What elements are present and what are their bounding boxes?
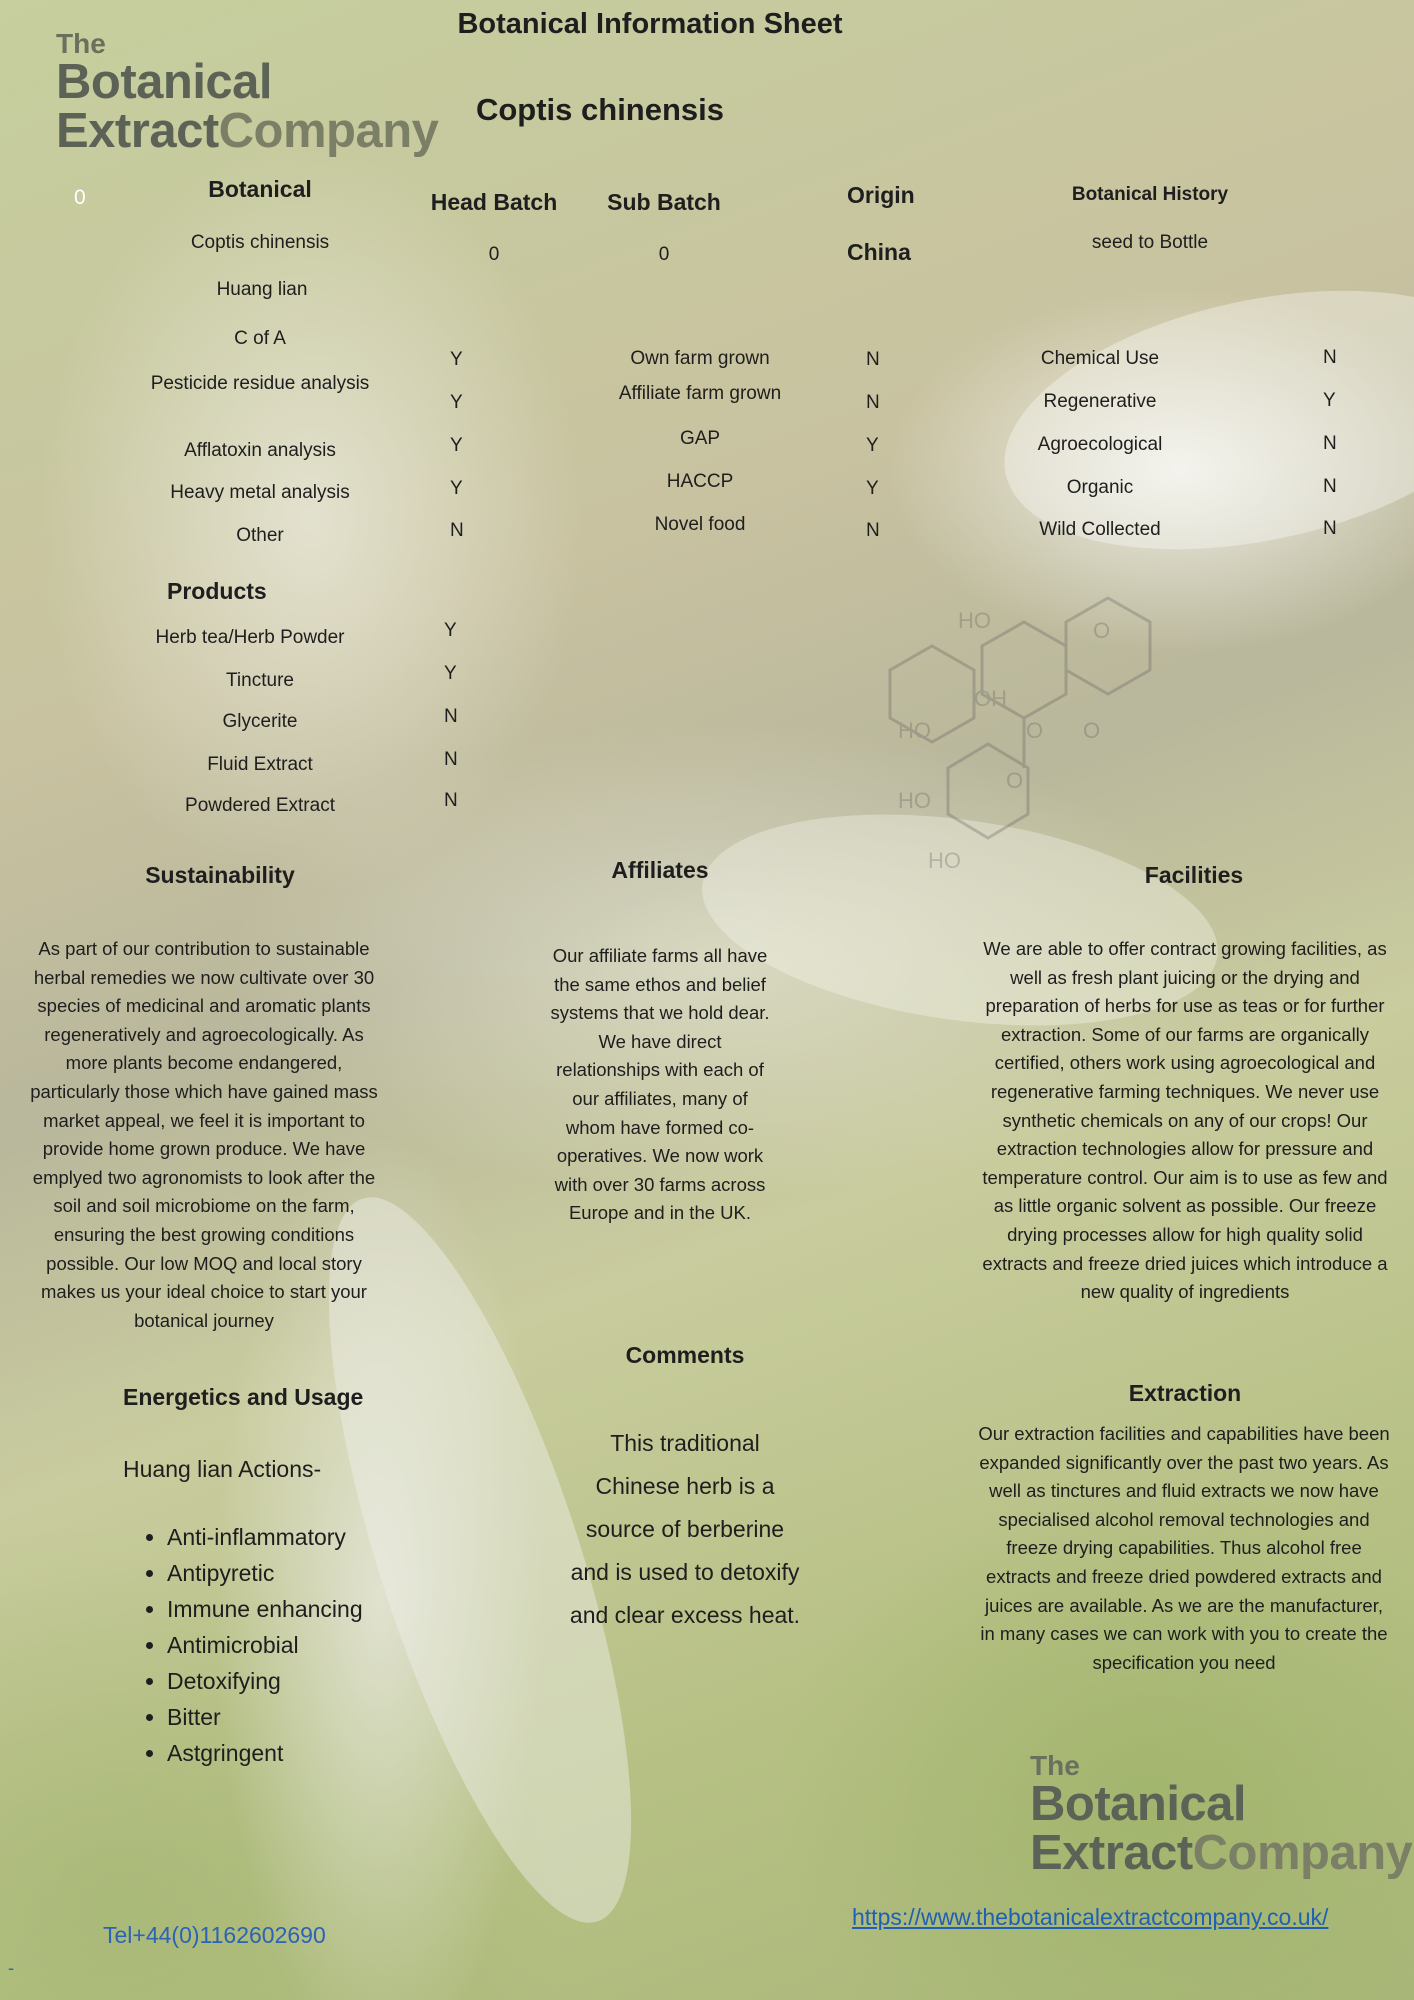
extraction-line: extracts and freeze dried powdered extracts and: [986, 1565, 1382, 1587]
analysis-value: Y: [450, 478, 463, 499]
practice-label: Regenerative: [1043, 391, 1157, 412]
logo-the: The: [1030, 1750, 1080, 1781]
sourcing-value: Y: [866, 478, 879, 499]
product-value: N: [444, 706, 458, 727]
facilities-line: as little organic solvent as possible. Our freeze: [993, 1195, 1377, 1217]
logo-company: Company: [218, 104, 439, 158]
facilities-line: temperature control. Our aim is to use as few and: [982, 1166, 1388, 1188]
facilities-heading: Facilities: [1144, 862, 1244, 888]
comments-line: Chinese herb is a: [595, 1473, 775, 1499]
telephone-number: Tel+44(0)1162602690: [103, 1922, 326, 1948]
facilities-line: We are able to offer contract growing facilities, as: [983, 938, 1387, 959]
logo-company: Company: [1192, 1826, 1413, 1880]
sustainability-line: makes us your ideal choice to start your: [41, 1281, 367, 1303]
sourcing-label: GAP: [679, 428, 721, 449]
affiliates-line: Europe and in the UK.: [568, 1202, 752, 1224]
facilities-line: extracts and freeze dried juices which introduce a: [982, 1252, 1388, 1274]
product-value: Y: [444, 663, 457, 684]
common-name: Huang lian: [216, 279, 308, 300]
sourcing-value: N: [866, 520, 880, 541]
product-label: Herb tea/Herb Powder: [155, 627, 345, 648]
origin-header: Origin: [847, 182, 915, 208]
sourcing-value: N: [866, 392, 880, 413]
sub-batch-header: Sub Batch: [607, 189, 721, 215]
molecule-label: O: [1006, 768, 1024, 793]
sustainability-line: particularly those which have gained mass: [30, 1080, 378, 1102]
molecule-label: HO: [898, 788, 931, 813]
practice-value: N: [1323, 433, 1337, 454]
affiliates-line: operatives. We now work: [556, 1145, 764, 1167]
extraction-line: well as tinctures and fluid extracts we now have: [989, 1480, 1379, 1502]
head-batch-header: Head Batch: [430, 189, 558, 215]
molecule-label: O: [1083, 718, 1101, 743]
affiliates-line: our affiliates, many of: [572, 1087, 748, 1109]
sub-batch-value: 0: [658, 244, 670, 265]
affiliates-text: [540, 942, 780, 1228]
affiliates-line: relationships with each of: [556, 1059, 764, 1081]
sourcing-value: Y: [866, 435, 879, 456]
facilities-line: drying processes allow for high quality solid: [1007, 1223, 1363, 1245]
products-heading: Products: [167, 578, 267, 604]
botanical-name: Coptis chinensis: [190, 232, 330, 253]
affiliates-line: the same ethos and belief: [554, 973, 766, 995]
energetics-intro: Huang lian Actions-: [123, 1456, 322, 1482]
sustainability-line: As part of our contribution to sustainable: [38, 938, 370, 959]
history-value: seed to Bottle: [1091, 232, 1209, 253]
logo-extract: Extract: [56, 104, 219, 158]
product-label: Fluid Extract: [207, 754, 313, 775]
affiliates-line: systems that we hold dear.: [550, 1002, 770, 1024]
action-item: • Antimicrobial: [167, 1627, 487, 1663]
website-link[interactable]: https://www.thebotanicalextractcompany.co.uk/: [852, 1904, 1329, 1930]
analysis-label: Afflatoxin analysis: [184, 440, 336, 461]
practice-value: Y: [1323, 390, 1336, 411]
comments-heading: Comments: [625, 1342, 745, 1368]
product-value: N: [444, 749, 458, 770]
logo-botanical: Botanical: [56, 55, 273, 109]
sustainability-line: species of medicinal and aromatic plants: [37, 995, 371, 1017]
analysis-value: Y: [450, 349, 463, 370]
facilities-line: synthetic chemicals on any of our crops! Our: [1002, 1109, 1368, 1131]
extraction-heading: Extraction: [1128, 1380, 1242, 1406]
molecule-label: HO: [958, 608, 991, 633]
actions-list: [125, 1519, 487, 1771]
sourcing-value: N: [866, 349, 880, 370]
analysis-value: Y: [450, 435, 463, 456]
molecule-label: HO: [928, 848, 961, 873]
molecule-watermark: [888, 578, 1228, 878]
botanical-header: Botanical: [208, 176, 312, 202]
logo-botanical: Botanical: [1030, 1777, 1247, 1831]
practice-label: Chemical Use: [1040, 348, 1160, 369]
molecule-label: HO: [898, 718, 931, 743]
facilities-text: [960, 935, 1410, 1307]
facilities-line: regenerative farming techniques. We never use: [990, 1080, 1380, 1102]
sustainability-line: ensuring the best growing conditions: [53, 1223, 355, 1245]
sourcing-label: Own farm grown: [630, 348, 770, 369]
practice-value: N: [1323, 347, 1337, 368]
sustainability-heading: Sustainability: [145, 862, 295, 888]
species-title: Coptis chinensis: [475, 92, 725, 127]
affiliates-line: whom have formed co-: [565, 1116, 755, 1138]
molecule-label: OH: [974, 686, 1007, 711]
extraction-line: Our extraction facilities and capabilities have been: [978, 1423, 1390, 1444]
practice-label: Wild Collected: [1039, 519, 1161, 540]
logo-extract: Extract: [1030, 1826, 1193, 1880]
action-item: • Anti-inflammatory: [167, 1519, 487, 1555]
stray-zero: 0: [74, 186, 86, 209]
analysis-value: N: [450, 520, 464, 541]
extraction-line: in many cases we can work with you to create the: [980, 1623, 1388, 1645]
sustainability-line: soil and soil microbiome on the farm,: [53, 1195, 355, 1217]
facilities-line: certified, others work using agroecological and: [994, 1052, 1376, 1074]
sustainability-line: more plants become endangered,: [65, 1052, 343, 1074]
comments-line: and clear excess heat.: [569, 1602, 801, 1628]
product-value: N: [444, 790, 458, 811]
head-batch-value: 0: [488, 244, 500, 265]
sustainability-line: regeneratively and agroecologically. As: [44, 1023, 364, 1045]
stray-dash: -: [8, 1958, 14, 1978]
sustainability-line: possible. Our low MOQ and local story: [46, 1252, 362, 1274]
comments-text: [545, 1422, 825, 1637]
molecule-label: O: [1026, 718, 1044, 743]
document-title: Botanical Information Sheet: [457, 8, 843, 40]
practice-value: N: [1323, 518, 1337, 539]
action-item: • Immune enhancing: [167, 1591, 487, 1627]
affiliates-line: Our affiliate farms all have: [552, 945, 768, 966]
extraction-line: specialised alcohol removal technologies and: [998, 1508, 1370, 1530]
company-logo: [56, 30, 438, 156]
action-item: • Bitter: [167, 1699, 487, 1735]
sustainability-text: [4, 935, 404, 1335]
company-logo-footer: [1030, 1752, 1412, 1878]
sustainability-line: market appeal, we feel it is important to: [43, 1109, 365, 1131]
sustainability-line: botanical journey: [134, 1309, 274, 1331]
facilities-line: preparation of herbs for use as teas or for further: [985, 995, 1385, 1017]
extraction-line: freeze drying capabilities. Thus alcohol free: [1006, 1537, 1362, 1559]
product-value: Y: [444, 620, 457, 641]
analysis-label: C of A: [234, 328, 286, 349]
product-label: Powdered Extract: [185, 795, 335, 816]
comments-line: and is used to detoxify: [570, 1559, 800, 1585]
sourcing-label: Affiliate farm grown: [618, 383, 782, 404]
analysis-label: Heavy metal analysis: [170, 482, 350, 503]
facilities-line: extraction technologies allow for pressure and: [996, 1138, 1374, 1160]
action-item: • Antipyretic: [167, 1555, 487, 1591]
sourcing-label: Novel food: [654, 514, 746, 535]
origin-value: China: [847, 239, 911, 265]
facilities-line: extraction. Some of our farms are organically: [1000, 1023, 1370, 1045]
extraction-line: juices are available. As we are the manufacturer,: [985, 1594, 1383, 1616]
affiliates-line: We have direct: [598, 1030, 722, 1052]
extraction-text: [958, 1420, 1410, 1677]
action-item: • Detoxifying: [167, 1663, 487, 1699]
sustainability-line: provide home grown produce. We have: [42, 1138, 366, 1160]
practice-label: Agroecological: [1037, 434, 1163, 455]
practice-value: N: [1323, 476, 1337, 497]
affiliates-heading: Affiliates: [611, 857, 709, 883]
energetics-heading: Energetics and Usage: [123, 1384, 364, 1410]
analysis-label: Other: [236, 525, 284, 546]
affiliates-line: with over 30 farms across: [554, 1173, 766, 1195]
facilities-line: new quality of ingredients: [1080, 1281, 1290, 1303]
extraction-line: expanded significantly over the past two years. As: [979, 1451, 1389, 1473]
sourcing-label: HACCP: [666, 471, 734, 492]
sustainability-line: herbal remedies we now cultivate over 30: [33, 966, 375, 988]
comments-line: source of berberine: [585, 1516, 785, 1542]
product-label: Glycerite: [222, 711, 298, 732]
logo-the: The: [56, 28, 106, 59]
analysis-label: Pesticide residue analysis: [150, 373, 370, 394]
molecule-label: O: [1093, 618, 1111, 643]
action-item: • Astgringent: [167, 1735, 487, 1771]
analysis-value: Y: [450, 392, 463, 413]
comments-line: This traditional: [610, 1430, 760, 1456]
product-label: Tincture: [226, 670, 294, 691]
facilities-line: well as fresh plant juicing or the drying and: [1010, 966, 1360, 988]
sustainability-line: emplyed two agronomists to look after the: [32, 1166, 376, 1188]
botanical-history-header: Botanical History: [1071, 184, 1229, 205]
extraction-line: specification you need: [1092, 1651, 1276, 1673]
practice-label: Organic: [1066, 477, 1134, 498]
